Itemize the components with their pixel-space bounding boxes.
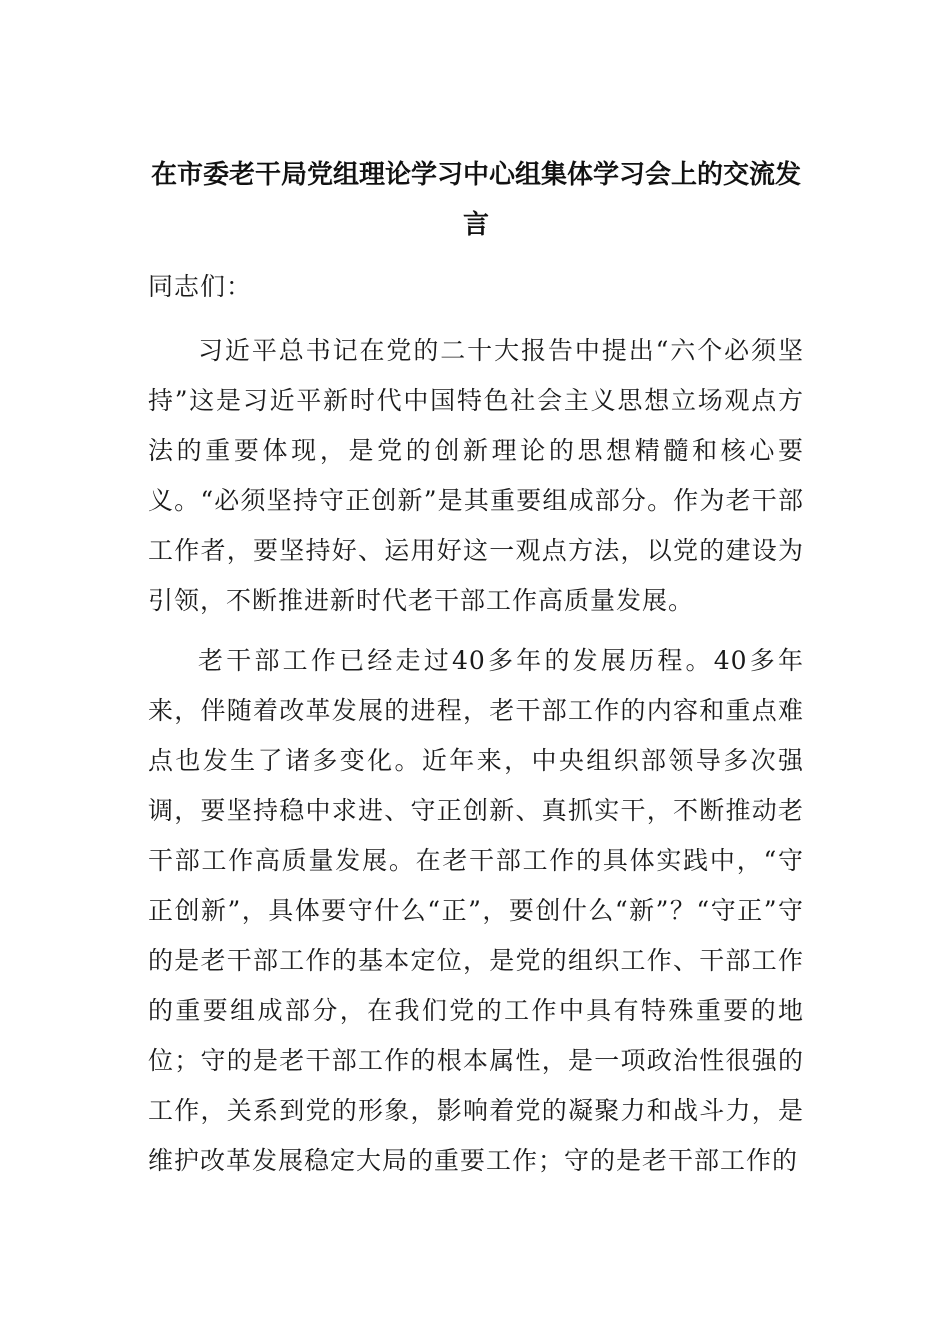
body-paragraph-1: 习近平总书记在党的二十大报告中提出“六个必须坚持”这是习近平新时代中国特色社会主义思想立场观点方法的重要体现，是党的创新理论的思想精髓和核心要义。“必须坚持守正创新”是其重要组成部分。作为老干部工作者，要坚持好、运用好这一观点方法，以党的建设为引领，不断推进新时代老干部工作高质量发展。 bbox=[148, 336, 804, 615]
salutation: 同志们： bbox=[148, 272, 253, 301]
document-title: 在市委老干局党组理论学习中心组集体学习会上的交流发言 bbox=[150, 160, 801, 240]
body-paragraph-2: 老干部工作已经走过40多年的发展历程。40多年来，伴随着改革发展的进程，老干部工作的内容和重点难点也发生了诸多变化。近年来，中央组织部领导多次强调，要坚持稳中求进、守正创新、真抓实干，不断推动老干部工作高质量发展。在老干部工作的具体实践中，“守正创新”，具体要守什么“正”，要创什么“新”？“守正”守的是老干部工作的基本定位，是党的组织工作、干部工作的重要组成部分，在我们党的工作中具有特殊重要的地位；守的是老干部工作的根本属性，是一项政治性很强的工作，关系到党的形象，影响着党的凝聚力和战斗力，是维护改革发展稳定大局的重要工作；守的是老干部工作的 bbox=[148, 646, 804, 1175]
